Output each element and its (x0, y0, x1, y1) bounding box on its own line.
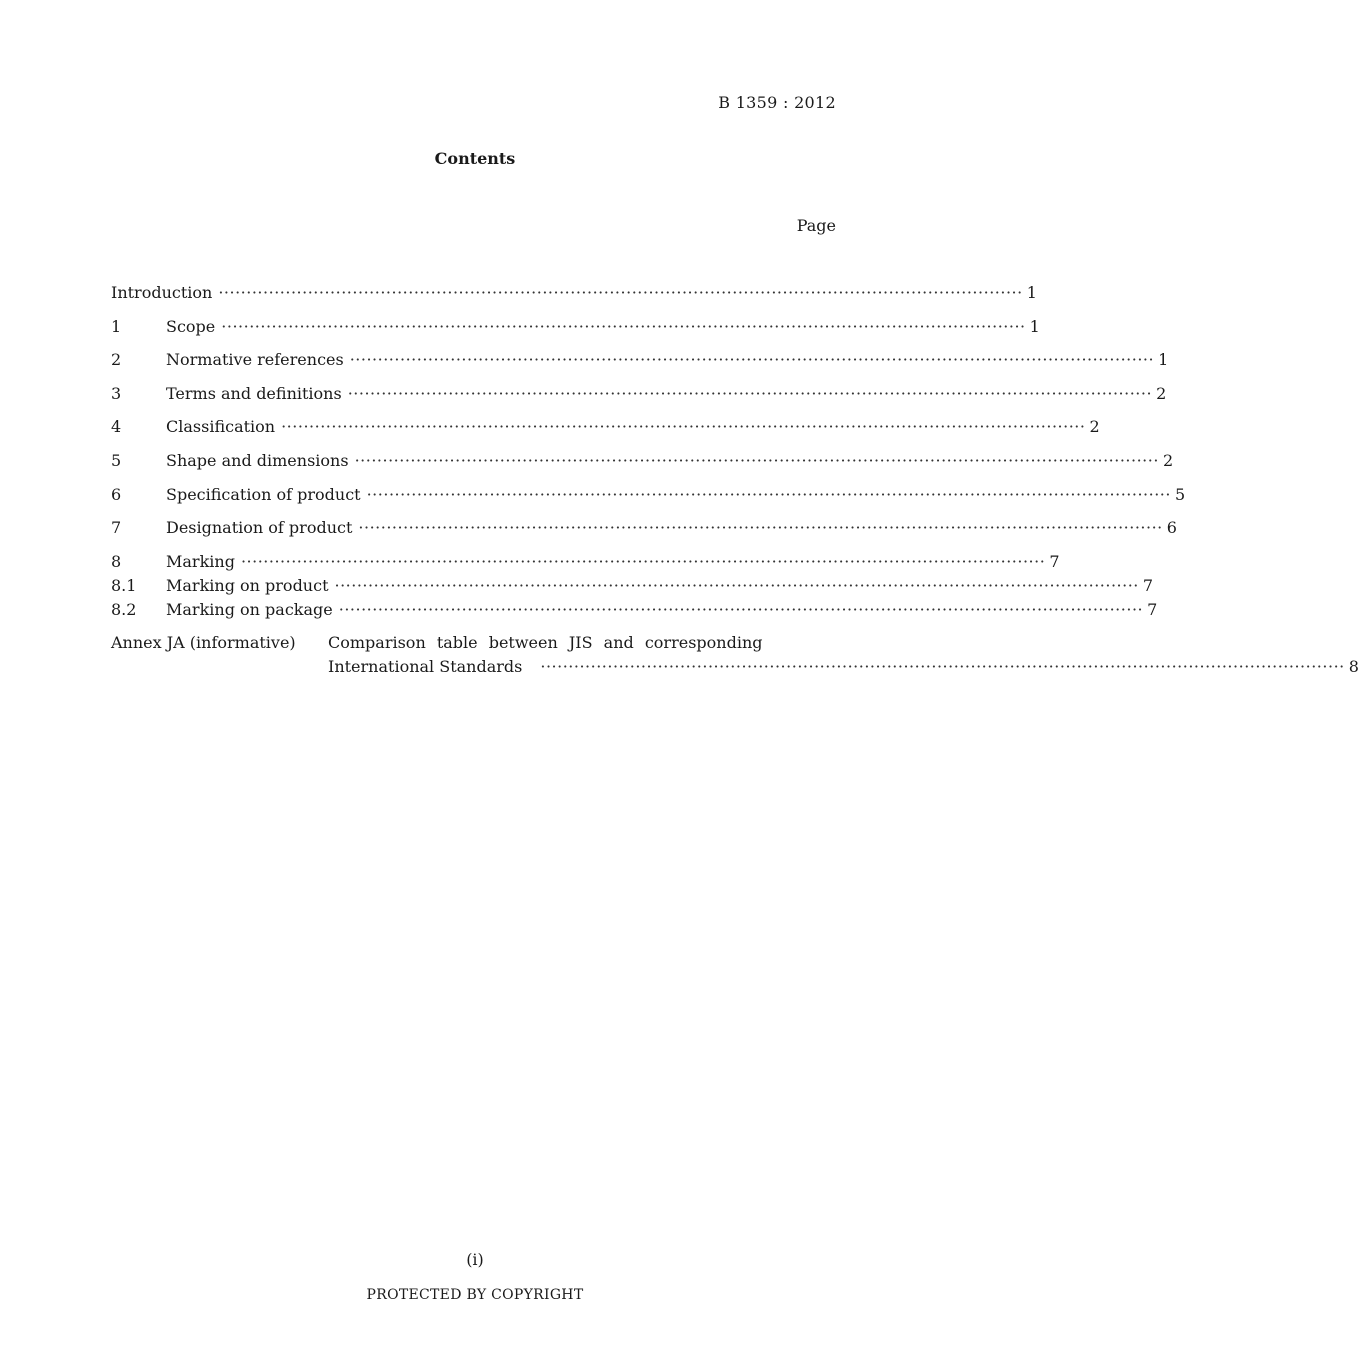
toc-entry-page: 7 (1142, 575, 1154, 595)
annex-title (328, 631, 1359, 679)
dot-leader (339, 598, 1143, 622)
toc-entry-number: 8.1 (111, 575, 137, 595)
annex-title-line2-row (328, 655, 1359, 679)
dot-leader (221, 315, 1025, 339)
toc-entry-specification-of-product[interactable] (111, 483, 1186, 507)
annex-page: 8 (1348, 657, 1359, 677)
annex-title-line2: International Standards (328, 657, 523, 677)
dot-leader (355, 449, 1159, 473)
toc-entry-designation-of-product[interactable] (111, 516, 1177, 540)
toc-entry-number: 6 (111, 484, 122, 504)
toc-entry-marking-on-package[interactable] (111, 598, 1158, 622)
page-title: Contents (434, 149, 516, 168)
toc-entry-classification[interactable] (111, 415, 1100, 439)
standard-id: B 1359 : 2012 (718, 93, 836, 112)
toc-entry-page: 2 (1156, 383, 1167, 403)
toc-entry-number: 5 (111, 450, 122, 470)
dot-leader (281, 415, 1085, 439)
toc-entry-page: 2 (1089, 417, 1100, 437)
toc-entry-introduction[interactable] (111, 281, 1037, 305)
toc-entry-page: 1 (1158, 350, 1169, 370)
dot-leader (540, 655, 1344, 679)
toc-entry-text: Marking (166, 551, 235, 571)
toc-entry-page: 7 (1147, 599, 1158, 619)
toc-entry-number: 1 (111, 316, 122, 336)
toc-entry-page: 2 (1162, 450, 1174, 470)
toc-entry-number: 4 (111, 417, 122, 437)
toc-entry-page: 1 (1026, 283, 1037, 302)
toc-entry-text: Classification (166, 417, 276, 437)
annex-title-line1: Comparison table between JIS and corresponding (328, 633, 763, 653)
copyright-notice: PROTECTED BY COPYRIGHT (366, 1287, 584, 1303)
table-of-contents (111, 281, 1359, 679)
toc-entry-number: 2 (111, 350, 122, 370)
toc-entry-text: Marking on package (166, 599, 333, 619)
toc-entry-text: Specification of product (166, 484, 361, 504)
page-column-label: Page (796, 216, 836, 235)
toc-entry-number: 8.2 (111, 599, 137, 619)
toc-entry-page: 5 (1174, 484, 1186, 504)
toc-entry-text: Introduction (111, 283, 213, 302)
toc-entry-marking[interactable] (111, 550, 1060, 574)
toc-entry-text: Designation of product (166, 518, 353, 538)
toc-entry-normative-references[interactable] (111, 348, 1169, 372)
toc-entry-text: Shape and dimensions (166, 450, 349, 470)
toc-entry-number: 7 (111, 518, 122, 538)
footer-page-number: (i) (466, 1250, 484, 1269)
dot-leader (335, 574, 1139, 598)
toc-entry-shape-and-dimensions[interactable] (111, 449, 1174, 473)
dot-leader (218, 281, 1022, 305)
toc-entry-text: Scope (166, 316, 216, 336)
toc-entry-page: 7 (1049, 551, 1060, 571)
toc-entry-marking-on-product[interactable] (111, 574, 1154, 598)
dot-leader (241, 550, 1045, 574)
toc-entry-number: 8 (111, 551, 122, 571)
toc-entry-page: 6 (1166, 518, 1177, 538)
dot-leader (367, 483, 1171, 507)
toc-entry-terms-and-definitions[interactable] (111, 382, 1167, 406)
toc-entry-number: 3 (111, 383, 122, 403)
dot-leader (348, 382, 1152, 406)
toc-entry-text: Normative references (166, 350, 344, 370)
dot-leader (358, 516, 1162, 540)
toc-entry-scope[interactable] (111, 315, 1040, 339)
toc-entry-text: Terms and definitions (166, 383, 342, 403)
toc-entry-annex-ja[interactable] (111, 631, 1359, 679)
toc-entry-text: Marking on product (166, 575, 329, 595)
toc-entry-page: 1 (1029, 316, 1040, 336)
dot-leader (350, 348, 1154, 372)
annex-label: Annex JA (informative) (111, 633, 296, 653)
